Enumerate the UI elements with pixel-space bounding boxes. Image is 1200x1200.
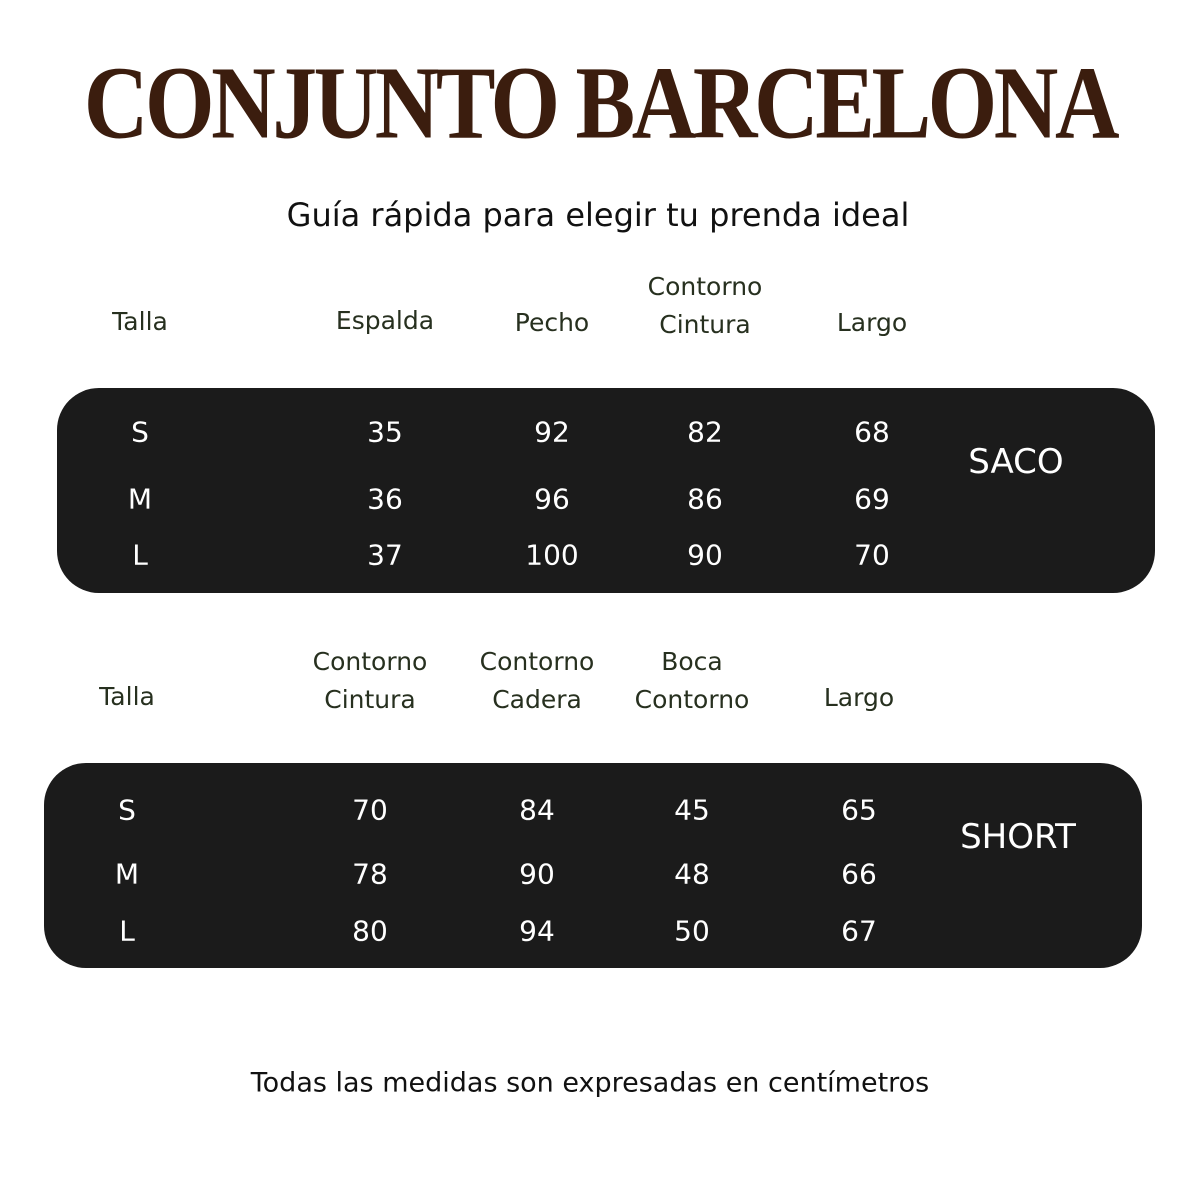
- column-header: Contorno Cintura: [312, 647, 428, 714]
- measure-cell: 92: [534, 415, 570, 449]
- column-header: Talla: [112, 307, 168, 336]
- measure-cell: 90: [519, 857, 555, 891]
- garment-label: SHORT: [960, 817, 1076, 857]
- measure-cell: 67: [841, 914, 877, 948]
- measure-cell: 50: [674, 914, 710, 948]
- column-header: Pecho: [514, 308, 590, 337]
- table-body: [57, 388, 1155, 593]
- measure-cell: 86: [687, 482, 723, 516]
- measure-cell: 66: [841, 857, 877, 891]
- measure-cell: 84: [519, 793, 555, 827]
- size-cell: M: [114, 857, 140, 891]
- measure-cell: 35: [367, 415, 403, 449]
- size-cell: L: [119, 914, 135, 948]
- column-header: Contorno Cadera: [479, 647, 595, 714]
- measure-cell: 90: [687, 538, 723, 572]
- column-header: Boca Contorno: [634, 647, 750, 714]
- size-cell: S: [131, 415, 149, 449]
- measure-cell: 65: [841, 793, 877, 827]
- measure-cell: 68: [854, 415, 890, 449]
- measure-cell: 45: [674, 793, 710, 827]
- measure-cell: 80: [352, 914, 388, 948]
- subtitle: Guía rápida para elegir tu prenda ideal: [286, 196, 910, 234]
- size-cell: L: [132, 538, 148, 572]
- measure-cell: 82: [687, 415, 723, 449]
- column-header: Largo: [823, 683, 895, 712]
- measure-cell: 70: [352, 793, 388, 827]
- measure-cell: 70: [854, 538, 890, 572]
- page-title: CONJUNTO BARCELONA: [83, 45, 1117, 161]
- column-header: Espalda: [335, 306, 435, 335]
- measure-cell: 69: [854, 482, 890, 516]
- column-header: Largo: [836, 308, 908, 337]
- measure-cell: 96: [534, 482, 570, 516]
- measure-cell: 100: [525, 538, 579, 572]
- column-header: Contorno Cintura: [647, 272, 763, 339]
- measure-cell: 36: [367, 482, 403, 516]
- table-body: [44, 763, 1142, 968]
- measure-cell: 78: [352, 857, 388, 891]
- measure-cell: 94: [519, 914, 555, 948]
- garment-label: SACO: [968, 442, 1064, 482]
- size-cell: S: [118, 793, 136, 827]
- column-header: Talla: [99, 682, 155, 711]
- measure-cell: 37: [367, 538, 403, 572]
- footer-note: Todas las medidas son expresadas en centímetros: [250, 1067, 930, 1099]
- measure-cell: 48: [674, 857, 710, 891]
- size-cell: M: [127, 482, 153, 516]
